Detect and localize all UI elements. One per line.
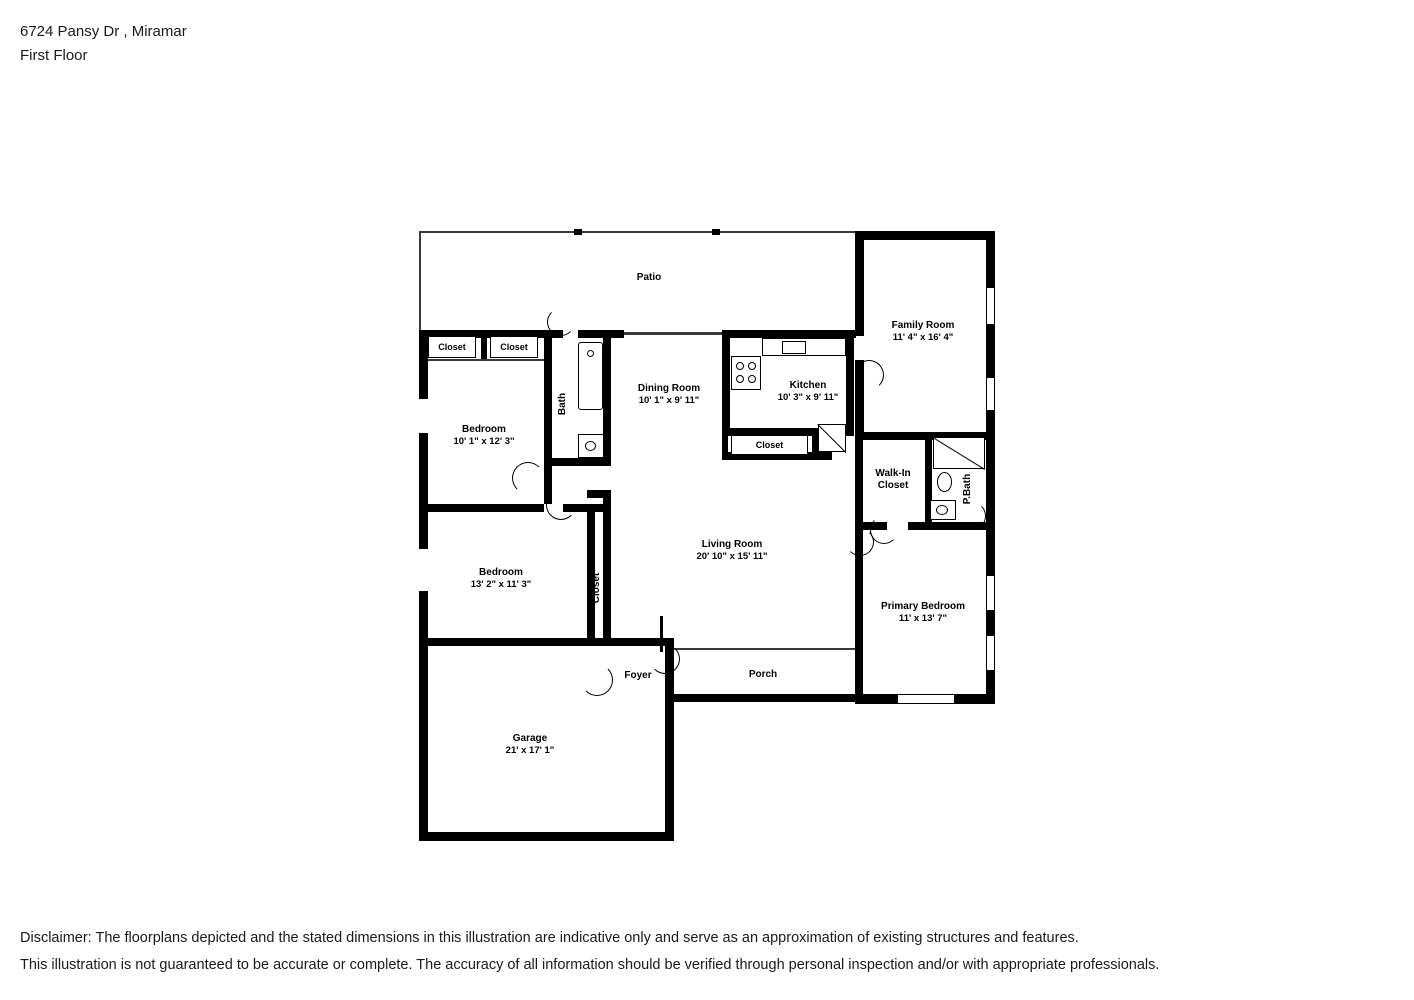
room-label-living-room [696,539,767,563]
room-label-kitchen [778,380,839,404]
door-patio-swing [547,308,575,336]
wall-living-primary [855,438,863,452]
door-foyer-swing [650,644,680,674]
range-burner-3-icon [736,375,744,383]
closet-wall-right [603,512,611,646]
room-label-walk-in-closet [875,468,910,492]
walkin-line-1: Walk-In [875,468,911,479]
door-bath-swing [546,490,576,520]
room-name: Bath [557,392,568,416]
family-room-wall-top [855,231,995,240]
room-dimensions: 20' 10" x 15' 11" [696,551,768,562]
wall-bedroom2-garage [419,638,587,646]
room-name: P.Bath [962,473,973,505]
closet-wall-top [587,490,611,498]
porch-edge-top [674,648,856,650]
property-address: 6724 Pansy Dr , Miramar [20,23,187,40]
kitchen-range-icon [731,356,761,390]
room-label-porch [749,669,777,681]
bathtub-drain-icon [587,350,594,357]
closets-bottom-edge [428,359,544,361]
closet-label: Closet [755,440,784,450]
room-label-foyer [624,670,651,682]
floor-label: First Floor [20,47,88,64]
closet-box-2 [490,336,538,358]
window-right-4 [986,636,995,670]
room-label-bedroom-2 [471,567,532,591]
wall-bedroom1-bedroom2 [419,504,544,512]
room-dimensions: 10' 1" x 12' 3" [453,436,515,447]
room-label-primary-bath [962,474,974,504]
patio-tick-1 [574,229,582,235]
wall-dining-kitchen [722,338,730,430]
closet-divider-wall [481,338,487,360]
closet-label: Closet [500,342,528,352]
room-label-garage [506,733,555,757]
room-dimensions: 11' x 13' 7" [898,613,948,624]
wall-kitchen-right [846,338,854,430]
room-name: Porch [748,669,778,680]
door-pbath-swing [958,502,986,530]
room-label-bedroom-1 [453,424,514,448]
interior-wall-north-2 [578,330,624,338]
window-bottom-primary [898,694,954,704]
primary-wall-left [855,530,863,704]
patio-wall-left [419,231,421,331]
room-name: Primary Bedroom [881,601,965,612]
room-name: Foyer [624,670,652,681]
door-kitchen-swing [854,360,884,390]
room-dimensions: 21' x 17' 1" [505,745,555,756]
window-right-3 [986,576,995,610]
wall-closet-left [722,436,728,458]
room-name: Garage [512,733,548,744]
kitchen-sink-icon [782,341,806,354]
window-right-1 [986,288,995,324]
door-living-primary-swing [846,528,874,556]
room-dimensions: 10' 1" x 9' 11" [638,395,700,406]
room-name: Closet [590,513,597,535]
closet-wall-bottom [587,638,611,646]
door-bedroom2-swing [581,664,613,696]
room-name: Family Room [891,320,955,331]
range-burner-4-icon [748,375,756,383]
porch-wall-bottom [665,694,863,702]
patio-tick-2 [712,229,720,235]
door-garage-leaf [660,616,663,652]
room-name: Kitchen [789,380,827,391]
room-label-bath [557,393,569,415]
room-label-patio [637,272,661,284]
room-name: Dining Room [637,383,701,394]
disclaimer-line-2: This illustration is not guaranteed to be accurate or complete. The accuracy of all information should be verified through personal inspection and/or with appropriate professionals. [20,957,1160,973]
room-name: Patio [636,272,662,283]
room-dimensions: 13' 2" x 11' 3" [470,579,532,590]
bath-sink-icon [585,441,596,451]
bath-wall-bottom-h2 [603,448,611,466]
toilet-icon [937,472,952,492]
window-left-1 [419,398,428,434]
patio-wall-top [419,231,859,233]
family-room-wall-left [855,231,864,336]
disclaimer-line-1: Disclaimer: The floorplans depicted and the stated dimensions in this illustration are indicative only and serve as an approximation of existing structures and features. [20,930,1079,946]
closet-box-3 [731,435,808,455]
window-right-2 [986,378,995,410]
room-dimensions: 11' 4" x 16' 4" [892,332,954,343]
bath-wall-right [603,338,611,448]
room-dimensions: 10' 3" x 9' 11" [777,392,839,403]
room-name: Bedroom [462,424,506,435]
interior-wall-north-3 [722,330,856,338]
room-name: Closet [591,572,602,604]
walkin-line-2: Closet [877,480,909,491]
room-label-dining-room [638,383,700,407]
closet-box-1 [428,336,476,358]
room-label-family-room [892,320,955,344]
bath-wall-left [544,338,552,466]
garage-wall-bottom [419,832,674,841]
pbath-sink-icon [936,505,948,515]
range-burner-1-icon [736,362,744,370]
door-bedroom1-swing [512,462,544,494]
door-walkin-swing [870,516,898,544]
window-left-2 [419,548,428,592]
room-label-closet-hall [591,573,603,604]
room-label-closet-small [588,513,600,534]
room-name: Living Room [701,539,763,550]
room-label-primary-bedroom [881,601,965,625]
range-burner-2-icon [748,362,756,370]
room-name: Bedroom [479,567,523,578]
disclaimer [20,925,1400,979]
dining-window-band [624,332,722,335]
closet-label: Closet [438,342,466,352]
